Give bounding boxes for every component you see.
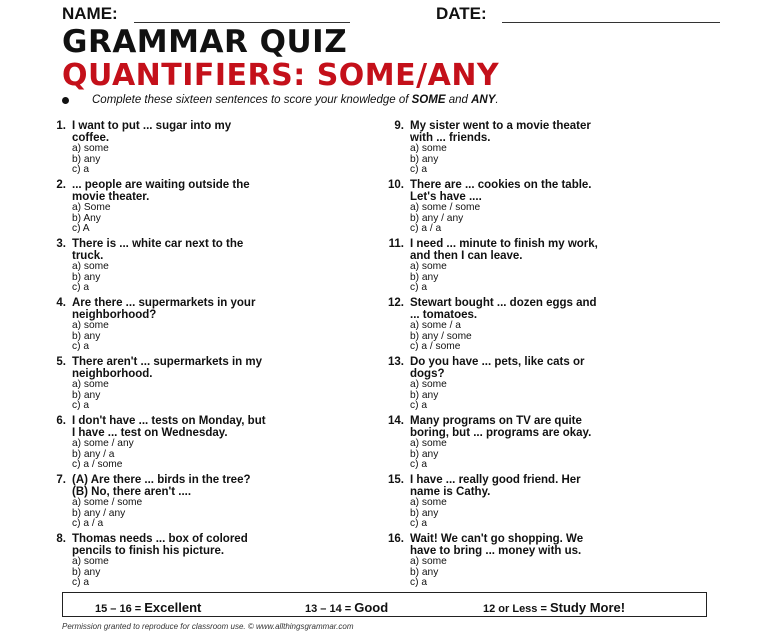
question-number: 11. bbox=[388, 238, 404, 250]
answer-options bbox=[72, 498, 142, 530]
answer-option[interactable]: a) some bbox=[72, 320, 109, 331]
answer-option[interactable]: b) any bbox=[410, 507, 439, 519]
answer-option[interactable]: b) any bbox=[72, 389, 101, 401]
answer-option[interactable]: c) a / some bbox=[72, 459, 123, 471]
answer-option[interactable]: a) some bbox=[410, 379, 447, 390]
answer-options bbox=[72, 144, 109, 176]
name-field[interactable] bbox=[134, 22, 350, 23]
question-number: 4. bbox=[56, 297, 66, 309]
question-text: Many programs on TV are quite boring, but ... programs are okay. bbox=[410, 415, 592, 439]
question-text: There aren't ... supermarkets in my neighborhood. bbox=[72, 356, 263, 380]
answer-options bbox=[410, 321, 472, 353]
date-label: DATE: bbox=[436, 4, 487, 23]
answer-option[interactable]: c) a bbox=[72, 400, 89, 412]
answer-options bbox=[410, 380, 447, 412]
answer-option[interactable]: c) a / some bbox=[410, 341, 461, 353]
answer-options bbox=[410, 557, 447, 589]
answer-option[interactable]: c) A bbox=[72, 223, 90, 235]
question-number: 3. bbox=[56, 238, 66, 250]
question-text: I don't have ... tests on Monday, but I have ... test on Wednesday. bbox=[72, 415, 266, 439]
page-subtitle: QUANTIFIERS: SOME/ANY bbox=[62, 58, 500, 93]
answer-options bbox=[72, 262, 109, 294]
answer-option[interactable]: a) some / any bbox=[72, 438, 134, 449]
question-number: 9. bbox=[394, 120, 404, 132]
question-number: 14. bbox=[388, 415, 404, 427]
question-text: There are ... cookies on the table. Let's have .... bbox=[410, 179, 592, 203]
question-text: (A) Are there ... birds in the tree? (B) No, there aren't .... bbox=[72, 474, 251, 498]
question-text: ... people are waiting outside the movie theater. bbox=[72, 179, 250, 203]
question-text: I want to put ... sugar into my coffee. bbox=[72, 120, 232, 144]
date-field[interactable] bbox=[502, 22, 720, 23]
answer-option[interactable]: a) some bbox=[72, 261, 109, 272]
answer-options bbox=[410, 498, 447, 530]
answer-option[interactable]: a) Some bbox=[72, 202, 111, 213]
header bbox=[62, 4, 722, 26]
answer-option[interactable]: b) any / any bbox=[72, 507, 126, 519]
score-good: 13 – 14 = Good bbox=[305, 600, 389, 615]
answer-option[interactable]: b) any bbox=[410, 389, 439, 401]
question-text: Do you have ... pets, like cats or dogs? bbox=[410, 356, 585, 380]
answer-option[interactable]: c) a bbox=[72, 577, 89, 589]
answer-options bbox=[410, 144, 447, 176]
question-number: 2. bbox=[56, 179, 66, 191]
answer-option[interactable]: a) some bbox=[72, 143, 109, 154]
answer-option[interactable]: b) any bbox=[410, 271, 439, 283]
answer-option[interactable]: a) some bbox=[410, 497, 447, 508]
answer-option[interactable]: b) any bbox=[72, 566, 101, 578]
answer-option[interactable]: b) any bbox=[72, 153, 101, 165]
answer-option[interactable]: b) any / a bbox=[72, 448, 115, 460]
score-excellent: 15 – 16 = Excellent bbox=[95, 600, 202, 615]
answer-option[interactable]: a) some bbox=[410, 261, 447, 272]
answer-option[interactable]: c) a / a bbox=[410, 223, 442, 235]
instructions-text: Complete these sixteen sentences to score your knowledge of SOME and ANY. bbox=[92, 94, 499, 106]
answer-options bbox=[410, 262, 447, 294]
question-text: Thomas needs ... box of colored pencils to finish his picture. bbox=[72, 533, 248, 557]
bullet-icon bbox=[62, 97, 69, 104]
answer-options bbox=[410, 439, 447, 471]
answer-options bbox=[72, 380, 109, 412]
answer-options bbox=[72, 557, 109, 589]
answer-options bbox=[72, 439, 134, 471]
answer-options bbox=[72, 203, 111, 235]
answer-option[interactable]: a) some / some bbox=[410, 202, 481, 213]
answer-option[interactable]: b) any bbox=[72, 330, 101, 342]
answer-option[interactable]: c) a bbox=[410, 282, 427, 294]
question-number: 16. bbox=[388, 533, 404, 545]
answer-option[interactable]: a) some bbox=[410, 438, 447, 449]
answer-option[interactable]: c) a bbox=[72, 282, 89, 294]
page-title: GRAMMAR QUIZ bbox=[62, 24, 348, 60]
answer-option[interactable]: b) any / some bbox=[410, 330, 472, 342]
question-number: 1. bbox=[56, 120, 66, 132]
question-number: 8. bbox=[56, 533, 66, 545]
question-text: Wait! We can't go shopping. We have to bring ... money with us. bbox=[410, 533, 584, 557]
question-text: There is ... white car next to the truck. bbox=[72, 238, 244, 262]
question-number: 7. bbox=[56, 474, 66, 486]
question-text: Stewart bought ... dozen eggs and ... tomatoes. bbox=[410, 297, 597, 321]
answer-option[interactable]: b) any / any bbox=[410, 212, 464, 224]
answer-option[interactable]: b) any bbox=[410, 566, 439, 578]
answer-option[interactable]: c) a bbox=[72, 164, 89, 176]
question-number: 5. bbox=[56, 356, 66, 368]
answer-option[interactable]: c) a bbox=[72, 341, 89, 353]
question-text: I need ... minute to finish my work, and then I can leave. bbox=[410, 238, 598, 262]
answer-option[interactable]: a) some / some bbox=[72, 497, 143, 508]
answer-option[interactable]: c) a / a bbox=[72, 518, 104, 530]
answer-option[interactable]: a) some / a bbox=[410, 320, 461, 331]
question-text: I have ... really good friend. Her name is Cathy. bbox=[410, 474, 581, 498]
answer-option[interactable]: a) some bbox=[72, 556, 109, 567]
name-label: NAME: bbox=[62, 4, 118, 23]
answer-option[interactable]: b) any bbox=[410, 153, 439, 165]
answer-options bbox=[410, 203, 480, 235]
answer-option[interactable]: c) a bbox=[410, 164, 427, 176]
answer-options bbox=[72, 321, 109, 353]
answer-option[interactable]: b) any bbox=[72, 271, 101, 283]
footer-permission: Permission granted to reproduce for classroom use. © www.allthingsgrammar.com bbox=[62, 622, 354, 631]
answer-option[interactable]: c) a bbox=[410, 459, 427, 471]
question-text: Are there ... supermarkets in your neighborhood? bbox=[72, 297, 256, 321]
score-study-more: 12 or Less = Study More! bbox=[483, 600, 626, 615]
answer-option[interactable]: b) any bbox=[410, 448, 439, 460]
question-number: 15. bbox=[388, 474, 404, 486]
question-number: 10. bbox=[388, 179, 404, 191]
answer-option[interactable]: a) some bbox=[72, 379, 109, 390]
answer-option[interactable]: a) some bbox=[410, 556, 447, 567]
question-text: My sister went to a movie theater with ... friends. bbox=[410, 120, 591, 144]
answer-option[interactable]: c) a bbox=[410, 400, 427, 412]
answer-option[interactable]: b) Any bbox=[72, 212, 101, 224]
question-number: 12. bbox=[388, 297, 404, 309]
score-box bbox=[62, 592, 707, 617]
answer-option[interactable]: a) some bbox=[410, 143, 447, 154]
question-number: 6. bbox=[56, 415, 66, 427]
answer-option[interactable]: c) a bbox=[410, 577, 427, 589]
question-number: 13. bbox=[388, 356, 404, 368]
answer-option[interactable]: c) a bbox=[410, 518, 427, 530]
